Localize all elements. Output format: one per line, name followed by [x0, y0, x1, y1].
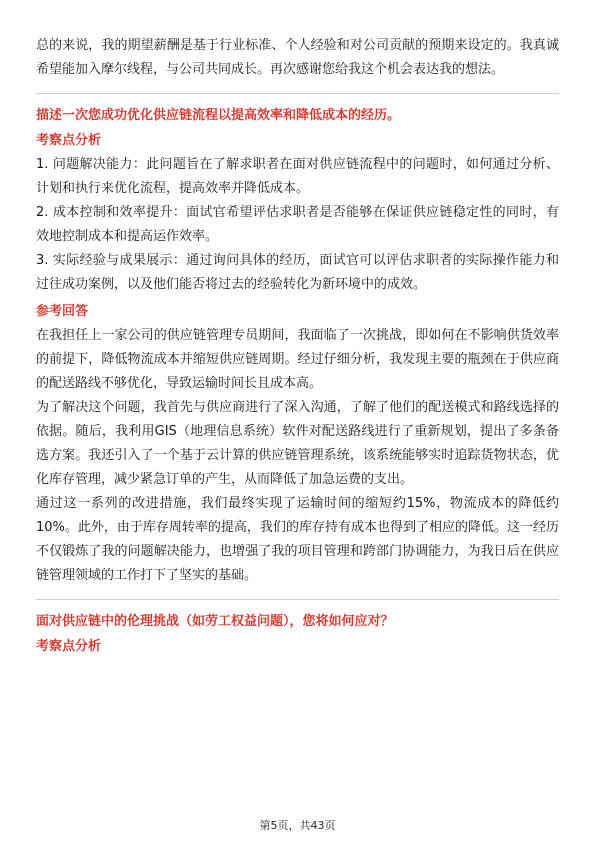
analysis-point: 2. 成本控制和效率提升：面试官希望评估求职者是否能够在保证供应链稳定性的同时，有效地控制成本和提高运作效率。: [36, 205, 559, 244]
question-title: 面对供应链中的伦理挑战（如劳工权益问题），您将如何应对？: [36, 614, 394, 629]
intro-paragraph: 总的来说，我的期望薪酬是基于行业标准、个人经验和对公司贡献的预期来设定的。我真诚希望能加入摩尔线程，与公司共同成长。再次感谢您给我这个机会表达我的想法。: [36, 38, 559, 77]
answer-paragraph: 为了解决这个问题，我首先与供应商进行了深入沟通，了解了他们的配送模式和路线选择的依据。随后，我利用GIS（地理信息系统）软件对配送路线进行了重新规划，提出了多条备选方案。我还引入了一个基于云计算的供应链管理系统，该系统能够实时追踪货物状态，优化库存管理，减少紧急订单的产生，从而降低了加急运费的支出。: [36, 400, 559, 487]
section-divider: [36, 599, 559, 600]
analysis-point: 1. 问题解决能力：此问题旨在了解求职者在面对供应链流程中的问题时，如何通过分析、计划和执行来优化流程，提高效率并降低成本。: [36, 157, 559, 196]
answer-paragraph: 在我担任上一家公司的供应链管理专员期间，我面临了一次挑战，即如何在不影响供货效率的前提下，降低物流成本并缩短供应链周期。经过仔细分析，我发现主要的瓶颈在于供应商的配送路线不够优化，导致运输时间长且成本高。: [36, 328, 559, 391]
answer-heading: 参考回答: [36, 304, 89, 319]
document-page: [36, 34, 559, 659]
question-title: 描述一次您成功优化供应链流程以提高效率和降低成本的经历。: [36, 108, 401, 123]
analysis-point: 3. 实际经验与成果展示：通过询问具体的经历，面试官可以评估求职者的实际操作能力和过往成功案例，以及他们能否将过去的经验转化为新环境中的成效。: [36, 253, 559, 292]
analysis-heading: 考察点分析: [36, 133, 102, 148]
page-footer: 第5页，共43页: [259, 819, 336, 832]
section-divider: [36, 93, 559, 94]
analysis-heading: 考察点分析: [36, 639, 102, 654]
answer-paragraph: 通过这一系列的改进措施，我们最终实现了运输时间的缩短约15%，物流成本的降低约10%。此外，由于库存周转率的提高，我们的库存持有成本也得到了相应的降低。这一经历不仅锻炼了我的问题解决能力，也增强了我的项目管理和跨部门协调能力，为我日后在供应链管理领域的工作打下了坚实的基础。: [36, 496, 559, 583]
